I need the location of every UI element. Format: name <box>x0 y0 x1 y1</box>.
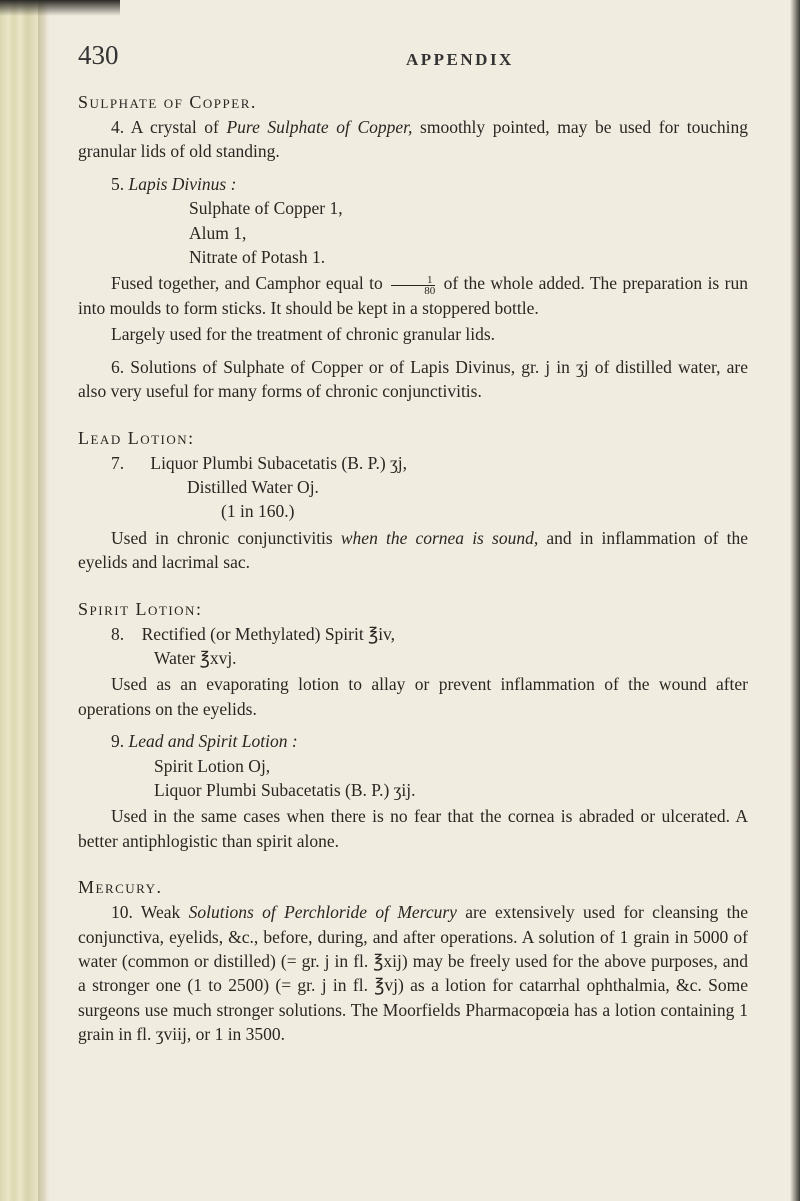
formula-line: Sulphate of Copper 1, <box>189 198 343 219</box>
preparation-name: Lead and Spirit Lotion : <box>128 731 298 752</box>
item-number: 5. <box>111 173 125 194</box>
section-heading-copper: Sulphate of Copper. <box>78 92 257 112</box>
fraction-numerator: 1 <box>391 275 435 286</box>
item-7 <box>78 451 748 475</box>
page-header <box>78 40 748 80</box>
top-corner-shadow <box>0 0 120 16</box>
preparation-name: Solutions of Perchloride of Mercury <box>188 902 457 923</box>
item-7-usage <box>78 526 748 575</box>
item-text: smoothly pointed, may be used for touching granular lids of old standing. <box>78 117 748 162</box>
item-text: Weak <box>140 902 189 923</box>
fraction <box>391 275 435 296</box>
item-number: 6. <box>111 356 125 377</box>
formula-line: Rectified (or Methylated) Spirit ℥iv, <box>141 623 396 644</box>
item-5-title <box>78 172 748 196</box>
item-text: Fused together, and Camphor equal to <box>111 273 389 294</box>
preparation-name: Pure Sulphate of Copper, <box>226 117 413 137</box>
formula-line: Spirit Lotion Oj, <box>154 755 271 776</box>
formula-line: Liquor Plumbi Subacetatis (B. P.) ʒij. <box>154 780 416 801</box>
item-text: Solutions of Sulphate of Copper or of Lapis Divinus, gr. j in ʒj of distilled water, are also very useful for many forms of chronic conjunctivitis. <box>78 356 748 402</box>
running-title: APPENDIX <box>406 50 514 69</box>
gutter-shadow <box>38 0 50 1201</box>
formula-ratio: (1 in 160.) <box>221 501 295 522</box>
emphasis-text: when the cornea is sound, <box>340 527 539 548</box>
item-text: of the whole added. The preparation is run into moulds to form sticks. It should be kept in a stoppered bottle. <box>78 273 748 318</box>
formula-line: Water ℥xvj. <box>154 647 237 668</box>
right-edge-shadow <box>790 0 800 1201</box>
section-heading-spirit: Spirit Lotion: <box>78 598 203 619</box>
section-heading-lead: Lead Lotion: <box>78 427 195 448</box>
formula-line: Alum 1, <box>189 222 247 243</box>
item-number: 7. <box>111 452 125 473</box>
item-5-text <box>78 271 748 320</box>
item-8 <box>78 622 748 646</box>
item-9-title <box>78 729 748 753</box>
item-number: 4. <box>111 117 125 137</box>
page-number: 430 <box>78 40 119 70</box>
fraction-denominator: 80 <box>424 284 436 297</box>
item-text: A crystal of <box>130 117 227 137</box>
item-number: 9. <box>111 731 125 752</box>
section-heading-mercury: Mercury. <box>78 877 163 898</box>
item-8-usage: Used as an evaporating lotion to allay or prevent inflammation of the wound after operations on the eyelids. <box>78 674 748 719</box>
formula-line: Nitrate of Potash 1. <box>189 247 326 268</box>
item-text: are extensively used for cleansing the conjunctiva, eyelids, &c., before, during, and after operations. A solution of 1 grain in 5000 of water (common or distilled) (= gr. j in fl. ℥xij) may be freely used for the above purposes, and a stronger one (1 to 2500) (= gr. j in fl. ℥vj) as a lotion for catarrhal ophthalmia, &c. Some surgeons use much stronger solutions. The Moorfields Pharmacopœia has a lotion containing 1 grain in fl. ʒviij, or 1 in 3500. <box>78 902 748 1045</box>
book-page <box>78 40 748 1047</box>
item-6 <box>78 355 748 404</box>
preparation-name: Lapis Divinus : <box>128 173 237 194</box>
formula-line: Liquor Plumbi Subacetatis (B. P.) ʒj, <box>150 452 408 473</box>
item-5-usage: Largely used for the treatment of chronic granular lids. <box>111 324 496 345</box>
formula-line: Distilled Water Oj. <box>187 476 319 497</box>
item-number: 8. <box>111 623 125 644</box>
item-text: and in inflammation of the eyelids and lacrimal sac. <box>78 527 749 573</box>
item-10 <box>78 900 748 1046</box>
item-number: 10. <box>111 902 133 923</box>
item-4 <box>78 115 748 164</box>
item-9-usage: Used in the same cases when there is no fear that the cornea is abraded or ulcerated. A better antiphlogistic than spirit alone. <box>78 806 748 851</box>
item-text: Used in chronic conjunctivitis <box>111 527 341 548</box>
